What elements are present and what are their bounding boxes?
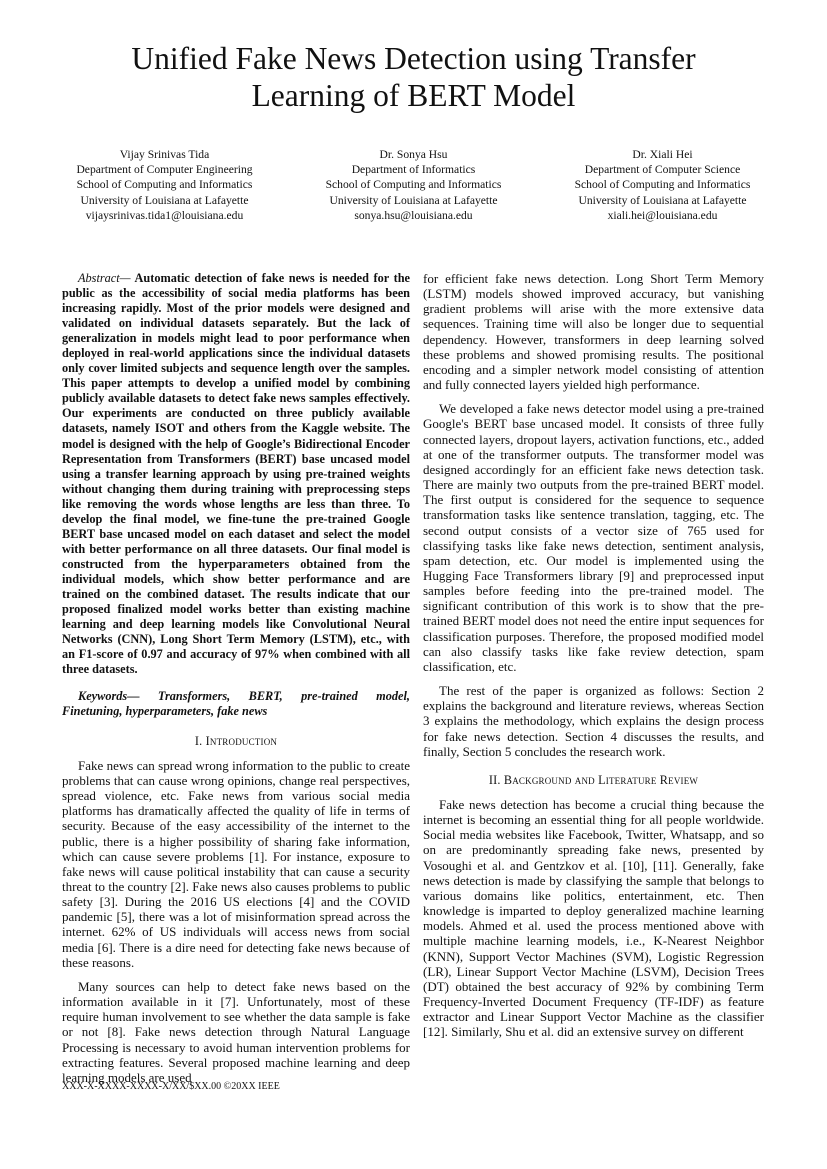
author-block: [40, 147, 787, 223]
author-univ: University of Louisiana at Lafayette: [578, 193, 747, 207]
copyright-footer: XXX-X-XXXX-XXXX-X/XX/$XX.00 ©20XX IEEE: [62, 1081, 280, 1092]
author-email: sonya.hsu@louisiana.edu: [354, 208, 473, 222]
intro-paragraph-3: for efficient fake news detection. Long Short Term Memory (LSTM) models showed improved accuracy, but vanishing gradient problems will arise with the more extensive data sequences. Training time will also be longer due to sequential dependency. However, transformers in deep learning solved these problems and showed promising results. The positional encoding and a simpler network model consisting of attention and fully connected layers yielded high performance.: [423, 271, 764, 393]
author-name: Vijay Srinivas Tida: [119, 148, 210, 161]
author-1: [40, 147, 289, 223]
author-name: Dr. Xiali Hei: [632, 148, 693, 161]
background-paragraph-1: Fake news detection has become a crucial thing because the internet is becoming an essential thing for all people worldwide. Social media websites like Facebook, Twitter, Whatsapp, and so on are predominantly spreading fake news, presented by Vosoughi et al. and Gentzkov et al. [10], [11]. Generally, fake news detection is made by classifying the sample that belongs to various domains like politics, entertainment, etc. Then knowledge is imparted to deploy generalized machine learning models. Ahmed et al. used the process mentioned above with multiple machine learning models, i.e., K-Nearest Neighbor (KNN), Support Vector Machines (SVM), Logistic Regression (LR), Linear Support Vector Machine (LSVM), Decision Trees (DT) obtained the best accuracy of 92% by combining Term Frequency-Inverted Document Frequency (TF-IDF) as feature extractor and Linear Support Vector Machine as the classifier [12]. Similarly, Shu et al. did an extensive survey on different: [423, 797, 764, 1040]
author-name: Dr. Sonya Hsu: [379, 148, 448, 161]
author-univ: University of Louisiana at Lafayette: [80, 193, 249, 207]
keywords-label: Keywords—: [78, 689, 140, 704]
intro-paragraph-2: Many sources can help to detect fake news based on the information available in it [7]. Unfortunately, most of these require human involvement to see whether the data sample is fake or not [8]. Fake news detection through Natural Language Processing is necessary to avoid human intervention problems for extracting features. Several proposed machine learning and deep learning models are used: [62, 978, 410, 1085]
author-dept: Department of Computer Engineering: [76, 163, 253, 177]
abstract: [62, 271, 410, 677]
author-email: vijaysrinivas.tida1@louisiana.edu: [85, 208, 244, 222]
author-univ: University of Louisiana at Lafayette: [329, 193, 498, 207]
section-heading-background: II. Background and Literature Review: [488, 772, 699, 787]
intro-paragraph-5: The rest of the paper is organized as follows: Section 2 explains the background and literature reviews, whereas Section 3 explains the methodology, which explains the design process for fake news detection. Section 4 discusses the results, and finally, Section 5 concludes the research work.: [423, 683, 764, 759]
author-school: School of Computing and Informatics: [325, 178, 502, 192]
title-line-2: Learning of BERT Model: [251, 78, 576, 113]
keywords-text: Transformers, BERT, pre-trained model, Finetuning, hyperparameters, fake news: [62, 689, 410, 719]
intro-paragraph-1: Fake news can spread wrong information to the public to create problems that can cause wrong opinions, change real perspectives, spread violence, etc. Fake news from various social media platforms has dramatically affected the quality of life in terms of security. Because of the easy accessibility of the internet to the public, there is a higher possibility of sharing fake information, which can cause severe problems [1]. For instance, exposure to fake news will cause political instability that can cause a security threat to the country [2]. Fake news also causes problems to public safety [3]. During the 2016 US elections [4] and the COVID pandemic [5], there was a lot of misinformation spread across the internet. 62% of US individuals will access news from social media [6]. There is a dire need for detecting fake news because of these reasons.: [62, 757, 410, 970]
abstract-label: Abstract—: [78, 271, 131, 285]
left-column: [62, 271, 410, 1094]
right-column: [423, 271, 764, 1049]
author-dept: Department of Informatics: [351, 163, 476, 177]
author-2: [289, 147, 538, 223]
title-line-1: Unified Fake News Detection using Transfer: [131, 41, 696, 76]
author-dept: Department of Computer Science: [584, 163, 741, 177]
author-3: [538, 147, 787, 223]
author-school: School of Computing and Informatics: [574, 178, 751, 192]
author-school: School of Computing and Informatics: [76, 178, 253, 192]
abstract-text: Automatic detection of fake news is needed for the public as the accessibility of social media platforms has been increasing rapidly. Most of the prior models were designed and validated on individual datasets separately. But the lack of generalization in models might lead to poor performance when deployed in real-world applications since the individual datasets only cover limited subjects and sequence length over the samples. This paper attempts to develop a unified model by combining publicly available datasets to detect fake news samples effectively. Our experiments are conducted on three publicly available datasets, namely ISOT and others from the Kaggle website. The model is designed with the help of Google’s Bidirectional Encoder Representation from Transformers (BERT) base uncased model using a transfer learning approach by using pre-trained weights without changing them during training with preprocessing steps like removing the words whose lengths are less than three. To develop the final model, we fine-tune the pre-trained Google BERT base uncased model on each dataset and select the model with better performance on all three datasets. Our final model is constructed from the hyperparameters obtained from the individual models, which show better performance and are trained on the combined dataset. The results indicate that our proposed finalized model works better than existing machine learning and deep learning models like Convolutional Neural Networks (CNN), Long Short Term Memory (LSTM), etc., with an F1-score of 0.97 and accuracy of 97% when combined with all three datasets.: [62, 271, 410, 677]
paper-title: [0, 40, 827, 114]
keywords: [62, 689, 410, 719]
intro-paragraph-4: We developed a fake news detector model using a pre-trained Google's BERT base uncased model. It consists of three fully connected layers, dropout layers, activation functions, etc., added at one of the transformer outputs. The transformer model was designed accordingly for an efficient fake news detection task. There are mainly two outputs from the pre-trained BERT model. The first output is considered for the sequence to sequence transformation tasks like sentence translation, tagging, etc. The second output consists of a vector size of 765 used for classifying tasks like fake news detection, sentiment analysis, spam detection, etc. Our model is implemented using the Hugging Face Transformers library [9] and preprocessed input samples before feeding into the pre-trained model. The significant contribution of this work is to show that the pre-trained BERT model does not need the entire input sequences for classification purposes. Therefore, the proposed modified model can also classify tasks like fake review detection, spam classification, etc.: [423, 401, 764, 674]
section-heading-introduction: I. Introduction: [194, 733, 278, 748]
author-email: xiali.hei@louisiana.edu: [607, 208, 718, 222]
